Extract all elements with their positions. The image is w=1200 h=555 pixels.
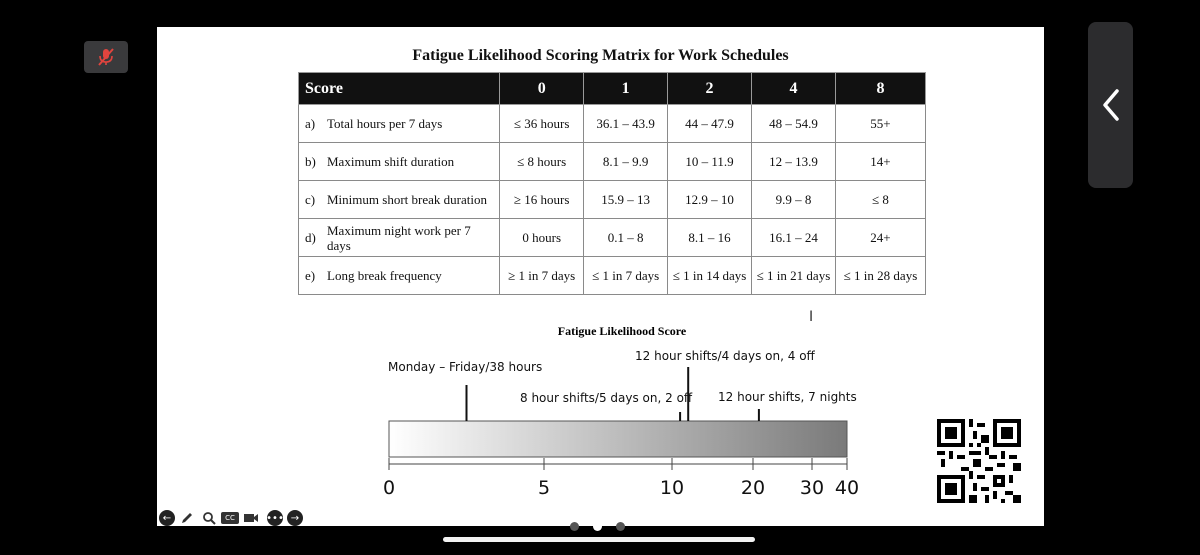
table-cell: 24+ <box>835 219 925 257</box>
table-cell: 0.1 – 8 <box>584 219 668 257</box>
row-label-text: Maximum shift duration <box>327 154 455 169</box>
scale-bar <box>389 421 847 457</box>
table-cell: 8.1 – 9.9 <box>584 143 668 181</box>
header-col: 8 <box>835 73 925 105</box>
forward-arrow-icon[interactable]: → <box>287 510 303 526</box>
row-label-text: Total hours per 7 days <box>327 116 443 131</box>
table-cell: ≤ 1 in 21 days <box>752 257 836 295</box>
table-cell: ≥ 1 in 7 days <box>500 257 584 295</box>
slide-title: Fatigue Likelihood Scoring Matrix for Work Schedules <box>412 47 789 64</box>
slide-pager <box>570 522 625 531</box>
scale-tick-label: 0 <box>382 477 396 499</box>
header-col: 2 <box>668 73 752 105</box>
scale-tick-label: 20 <box>740 477 766 499</box>
table-cell: 12 – 13.9 <box>752 143 836 181</box>
table-cell: 36.1 – 43.9 <box>584 105 668 143</box>
table-cell: 10 – 11.9 <box>668 143 752 181</box>
table-cell: ≤ 8 hours <box>500 143 584 181</box>
back-arrow-icon[interactable]: ← <box>159 510 175 526</box>
table-cell: 15.9 – 13 <box>584 181 668 219</box>
presentation-slide <box>157 27 1044 526</box>
row-letter: c) <box>305 192 316 207</box>
scale-marker-label: 12 hour shifts/4 days on, 4 off <box>635 349 815 363</box>
scale-marker-label: 8 hour shifts/5 days on, 2 off <box>520 391 693 405</box>
mute-button[interactable] <box>84 41 128 73</box>
pager-dot-active[interactable] <box>593 522 602 531</box>
more-icon[interactable]: ••• <box>267 510 283 526</box>
scale-tick-label: 5 <box>537 477 551 499</box>
row-letter: d) <box>305 230 316 245</box>
chart-title: Fatigue Likelihood Score <box>557 324 687 338</box>
table-cell: 48 – 54.9 <box>752 105 836 143</box>
table-cell: ≤ 1 in 14 days <box>668 257 752 295</box>
home-indicator[interactable] <box>443 537 755 542</box>
pencil-icon[interactable] <box>179 510 195 526</box>
table-cell: 9.9 – 8 <box>752 181 836 219</box>
row-letter: b) <box>305 154 316 169</box>
table-cell: 16.1 – 24 <box>752 219 836 257</box>
closed-captions-icon[interactable]: CC <box>221 512 239 524</box>
row-label-text: Minimum short break duration <box>327 192 487 207</box>
pager-dot[interactable] <box>616 522 625 531</box>
fatigue-score-scale <box>157 27 1044 526</box>
scale-marker-label: Monday – Friday/38 hours <box>388 360 543 374</box>
row-label-text: Long break frequency <box>327 268 442 283</box>
collapse-panel-button[interactable] <box>1088 22 1133 188</box>
zoom-icon[interactable] <box>201 510 217 526</box>
table-cell: ≤ 36 hours <box>500 105 584 143</box>
chevron-left-icon <box>1101 88 1121 122</box>
table-cell: 14+ <box>835 143 925 181</box>
table-cell: 8.1 – 16 <box>668 219 752 257</box>
table-cell: 44 – 47.9 <box>668 105 752 143</box>
scale-marker-label: 12 hour shifts, 7 nights <box>718 390 857 404</box>
table-cell: 55+ <box>835 105 925 143</box>
header-col: 0 <box>500 73 584 105</box>
scale-tick-label: 10 <box>659 477 685 499</box>
pager-dot[interactable] <box>570 522 579 531</box>
qr-code-icon <box>937 419 1021 503</box>
text-cursor-icon: I <box>809 309 814 325</box>
table-cell: ≤ 8 <box>835 181 925 219</box>
header-col: 1 <box>584 73 668 105</box>
table-cell: ≤ 1 in 7 days <box>584 257 668 295</box>
table-cell: 12.9 – 10 <box>668 181 752 219</box>
table-cell: ≤ 1 in 28 days <box>835 257 925 295</box>
scale-tick-label: 40 <box>834 477 860 499</box>
header-score: Score <box>299 73 500 105</box>
video-icon[interactable] <box>243 510 259 526</box>
row-letter: a) <box>305 116 316 131</box>
row-label-text: Maximum night work per 7 days <box>327 222 471 253</box>
table-cell: 0 hours <box>500 219 584 257</box>
table-cell: ≥ 16 hours <box>500 181 584 219</box>
header-col: 4 <box>752 73 836 105</box>
microphone-muted-icon <box>95 46 117 68</box>
scale-tick-label: 30 <box>799 477 825 499</box>
row-letter: e) <box>305 268 316 283</box>
